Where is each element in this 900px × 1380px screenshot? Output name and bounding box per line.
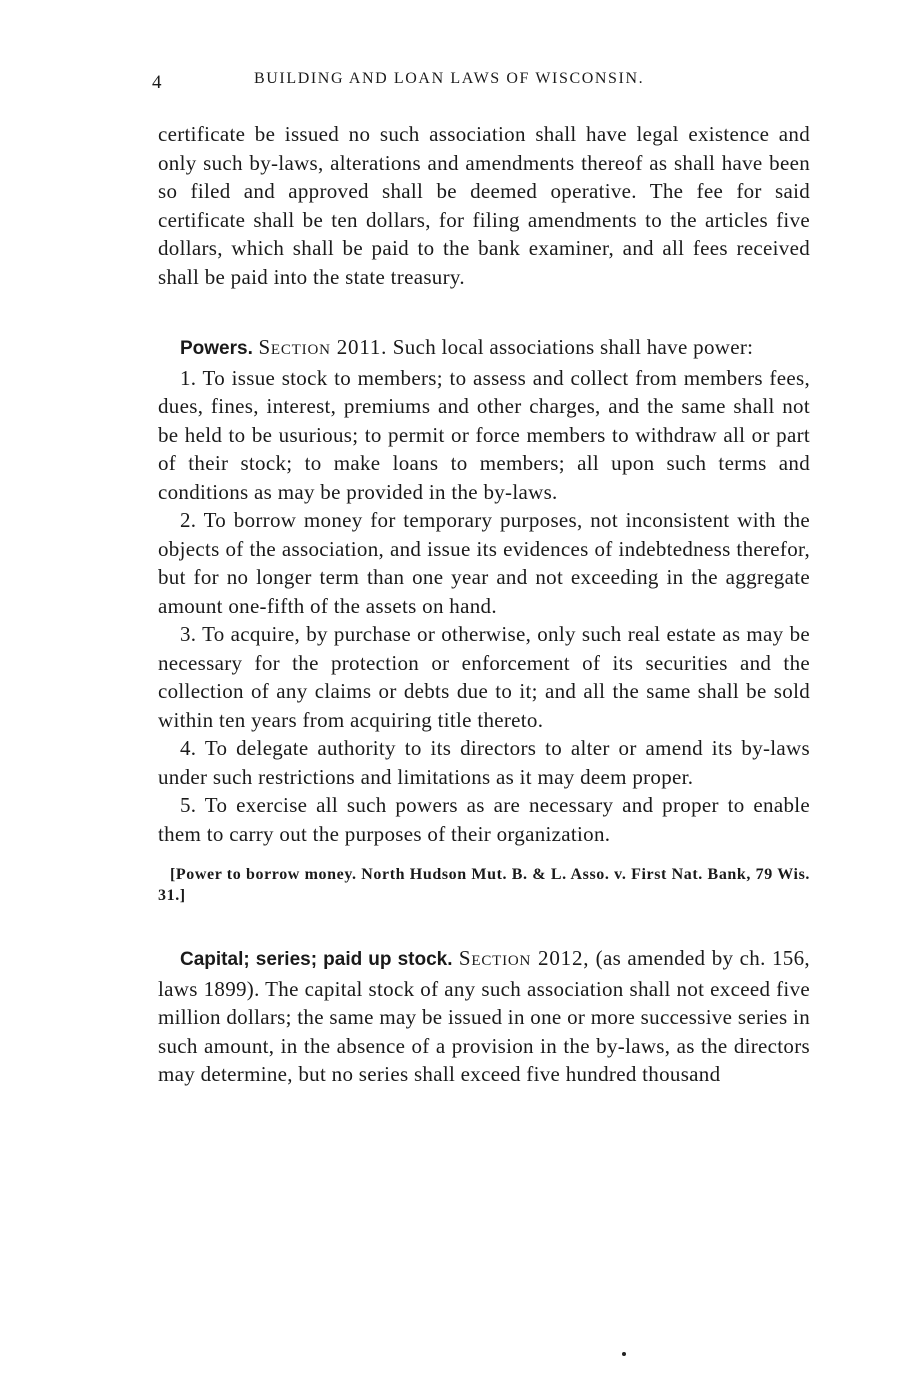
power-item-4: 4. To delegate authority to its directors to alter or amend its by-laws under such restrictions and limitations as it may deem proper. bbox=[158, 736, 810, 789]
power-item-2: 2. To borrow money for temporary purposes, not inconsistent with the objects of the association, and issue its evidences of indebtedness therefor, but for no longer term than one year and not exceeding in the aggregate amount one-fifth of the assets on hand. bbox=[158, 508, 810, 618]
section-2011 bbox=[158, 333, 810, 906]
power-item-5: 5. To exercise all such powers as are necessary and proper to enable them to carry out the purposes of their organization. bbox=[158, 793, 810, 846]
section-2011-intro: Such local associations shall have power: bbox=[392, 335, 754, 359]
case-note: [Power to borrow money. North Hudson Mut. B. & L. Asso. v. First Nat. Bank, 79 Wis. 31.] bbox=[158, 866, 810, 904]
section-2012-text: (as amended by ch. 156, laws 1899). The capital stock of any such association shall not exceed five million dollars; the same may be issued in one or more successive series in such amount, in the absence of a provision in the by-laws, as the directors may determine, but no series shall exceed five hundred thousand bbox=[158, 946, 810, 1086]
page-speck bbox=[622, 1352, 626, 1356]
section-2012-paragraph bbox=[158, 944, 810, 1089]
section-label-2012: Section 2012, bbox=[458, 946, 590, 970]
power-item-1: 1. To issue stock to members; to assess and collect from members fees, dues, fines, interest, premiums and other charges, and the same shall not be held to be usurious; to permit or force members to withdraw all or part of their stock; to make loans to members; all upon such terms and conditions as may be provided in the by-laws. bbox=[158, 365, 810, 504]
section-label-2011: Section 2011. bbox=[258, 335, 388, 359]
document-page bbox=[152, 62, 810, 1089]
section-heading-capital: Capital; series; paid up stock. bbox=[180, 949, 453, 970]
section-heading-powers: Powers. bbox=[180, 338, 253, 359]
power-item-3: 3. To acquire, by purchase or otherwise, only such real estate as may be necessary for the protection or enforcement of its securities and the collection of any claims or debts due to it; and all the same shall be sold within ten years from acquiring title thereto. bbox=[158, 622, 810, 732]
continued-paragraph: certificate be issued no such association shall have legal existence and only such by-laws, alterations and amendments thereof as shall have been so filed and approved shall be deemed operative. The fee for said certificate shall be ten dollars, for filing amendments to the articles five dollars, which shall be paid to the bank examiner, and all fees received shall be paid into the state treasury. bbox=[158, 122, 810, 289]
page-number: 4 bbox=[152, 72, 162, 93]
running-title: BUILDING AND LOAN LAWS OF WISCONSIN. bbox=[254, 70, 645, 87]
page-header bbox=[152, 62, 810, 102]
section-2011-intro-paragraph bbox=[158, 333, 810, 364]
section-2012 bbox=[158, 944, 810, 1089]
